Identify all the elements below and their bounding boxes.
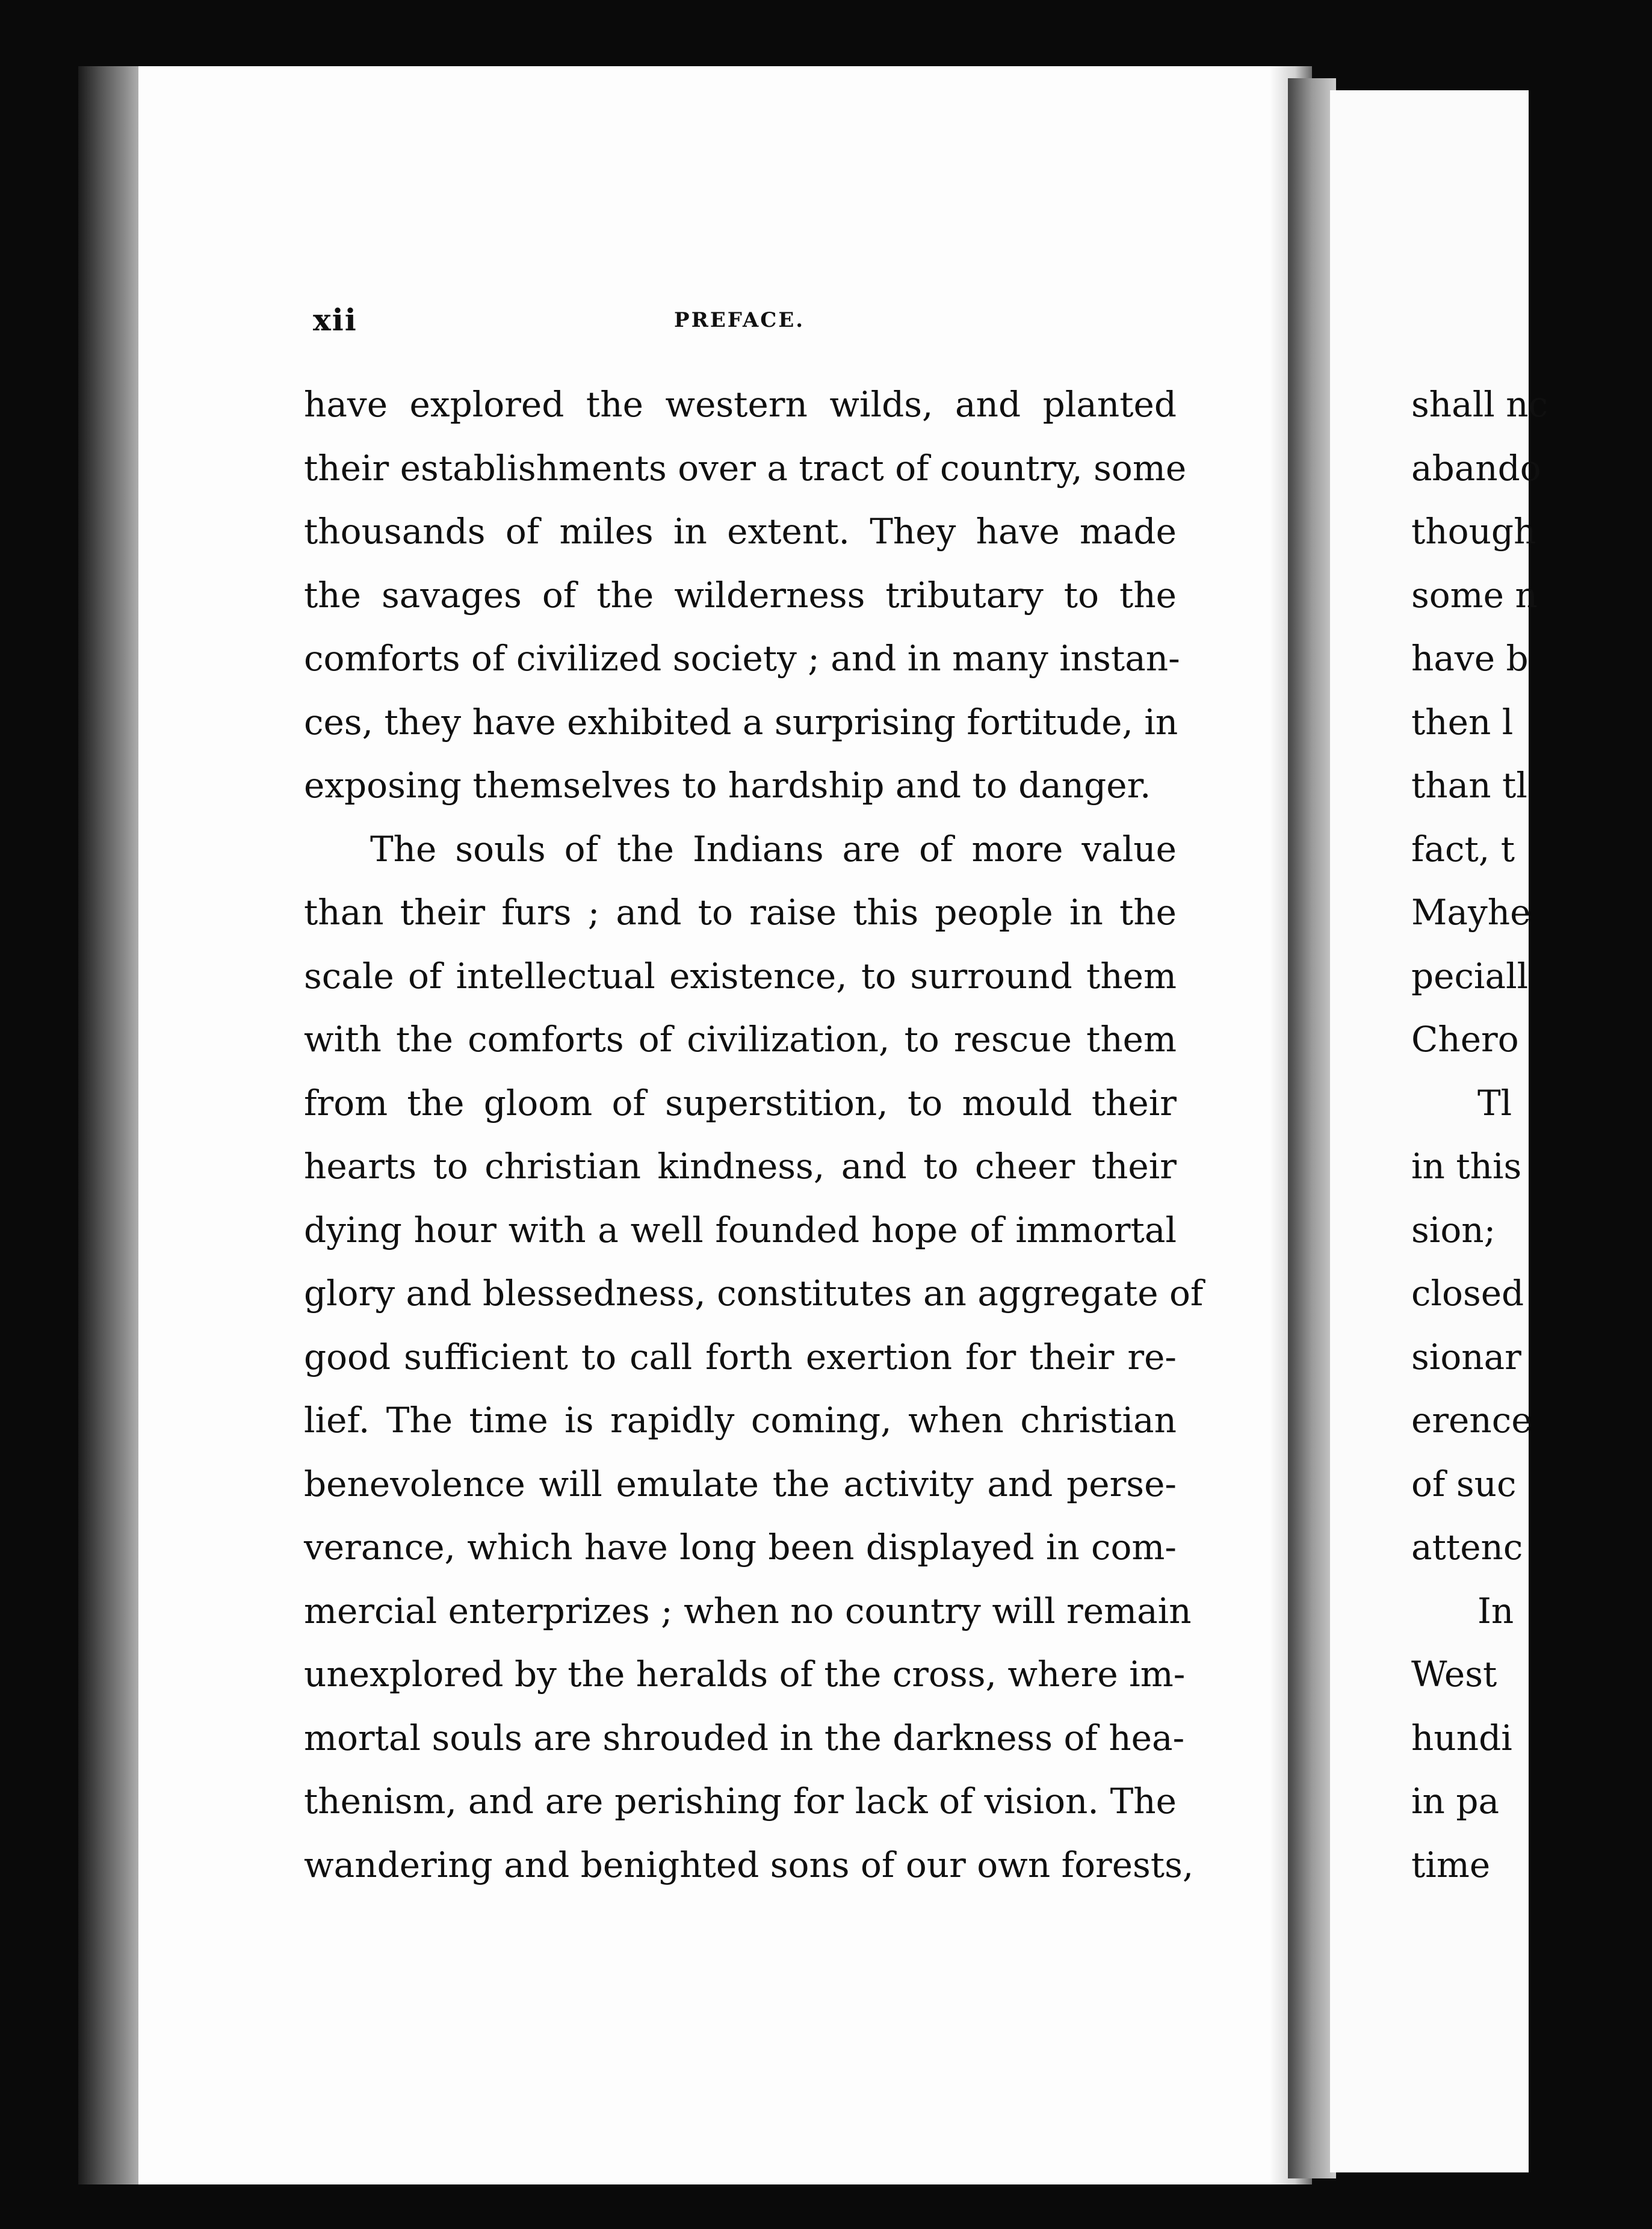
text-line: wandering and benighted sons of our own forests, [304, 1844, 1194, 1885]
facing-text-line: than tl [1411, 765, 1527, 806]
text-line: ces, they have exhibited a surprising fortitude, in [304, 701, 1178, 743]
facing-text-line: shall nc [1411, 384, 1548, 425]
page-number: xii [313, 302, 357, 338]
text-line: unexplored by the heralds of the cross, where im- [304, 1654, 1186, 1695]
text-line: benevolence will emulate the activity and perse- [304, 1463, 1177, 1504]
facing-text-line: In [1477, 1590, 1514, 1631]
text-line: from the gloom of superstition, to mould their [304, 1082, 1177, 1124]
facing-text-line: some n [1411, 574, 1538, 616]
text-line: exposing themselves to hardship and to danger. [304, 765, 1151, 806]
facing-text-line: time [1411, 1844, 1491, 1885]
facing-text-line: fact, t [1411, 828, 1515, 870]
facing-text-line: attenc [1411, 1527, 1523, 1568]
running-head [313, 302, 1174, 338]
running-title: PREFACE. [674, 308, 805, 332]
facing-text-block [1411, 373, 1652, 1897]
facing-text-line: hundi [1411, 1717, 1512, 1758]
facing-text-line: sion; [1411, 1209, 1496, 1251]
facing-text-line: though [1411, 511, 1536, 552]
facing-text-line: sionar [1411, 1336, 1521, 1377]
facing-text-line: Tl [1477, 1082, 1512, 1124]
text-line: mortal souls are shrouded in the darkness of hea- [304, 1717, 1185, 1758]
facing-text-line: abando [1411, 447, 1541, 489]
text-line: thousands of miles in extent. They have made [304, 511, 1177, 552]
text-line: comforts of civilized society ; and in many instan- [304, 638, 1180, 679]
facing-text-line: peciall [1411, 955, 1529, 997]
main-text-block [304, 373, 1204, 1897]
text-line: thenism, and are perishing for lack of vision. The [304, 1781, 1177, 1822]
facing-text-line: in this [1411, 1146, 1522, 1187]
text-line: with the comforts of civilization, to rescue them [304, 1019, 1177, 1060]
facing-text-line: then l [1411, 701, 1514, 743]
facing-text-line: in pa [1411, 1781, 1500, 1822]
facing-text-line: Mayhe [1411, 892, 1531, 933]
text-line: the savages of the wilderness tributary to the [304, 574, 1177, 616]
text-line: than their furs ; and to raise this people in the [304, 892, 1177, 933]
text-line: The souls of the Indians are of more value [370, 828, 1177, 870]
facing-text-line: West [1411, 1654, 1497, 1695]
text-line: good sufficient to call forth exertion for their re- [304, 1336, 1177, 1377]
text-line: mercial enterprizes ; when no country will remain [304, 1590, 1192, 1631]
facing-text-line: erence [1411, 1400, 1532, 1441]
text-line: have explored the western wilds, and planted [304, 384, 1177, 425]
facing-text-line: closed [1411, 1273, 1524, 1314]
text-line: hearts to christian kindness, and to cheer their [304, 1146, 1177, 1187]
text-line: dying hour with a well founded hope of immortal [304, 1209, 1177, 1251]
text-line: glory and blessedness, constitutes an aggregate of [304, 1273, 1204, 1314]
facing-text-line: Chero [1411, 1019, 1519, 1060]
book-spine [1288, 78, 1336, 2178]
text-line: verance, which have long been displayed in com- [304, 1527, 1177, 1568]
text-line: lief. The time is rapidly coming, when christian [304, 1400, 1177, 1441]
facing-text-line: of suc [1411, 1463, 1517, 1504]
facing-text-line: have b [1411, 638, 1529, 679]
book-edge [78, 66, 144, 2184]
text-line: their establishments over a tract of country, some [304, 447, 1187, 489]
text-line: scale of intellectual existence, to surround them [304, 955, 1177, 997]
